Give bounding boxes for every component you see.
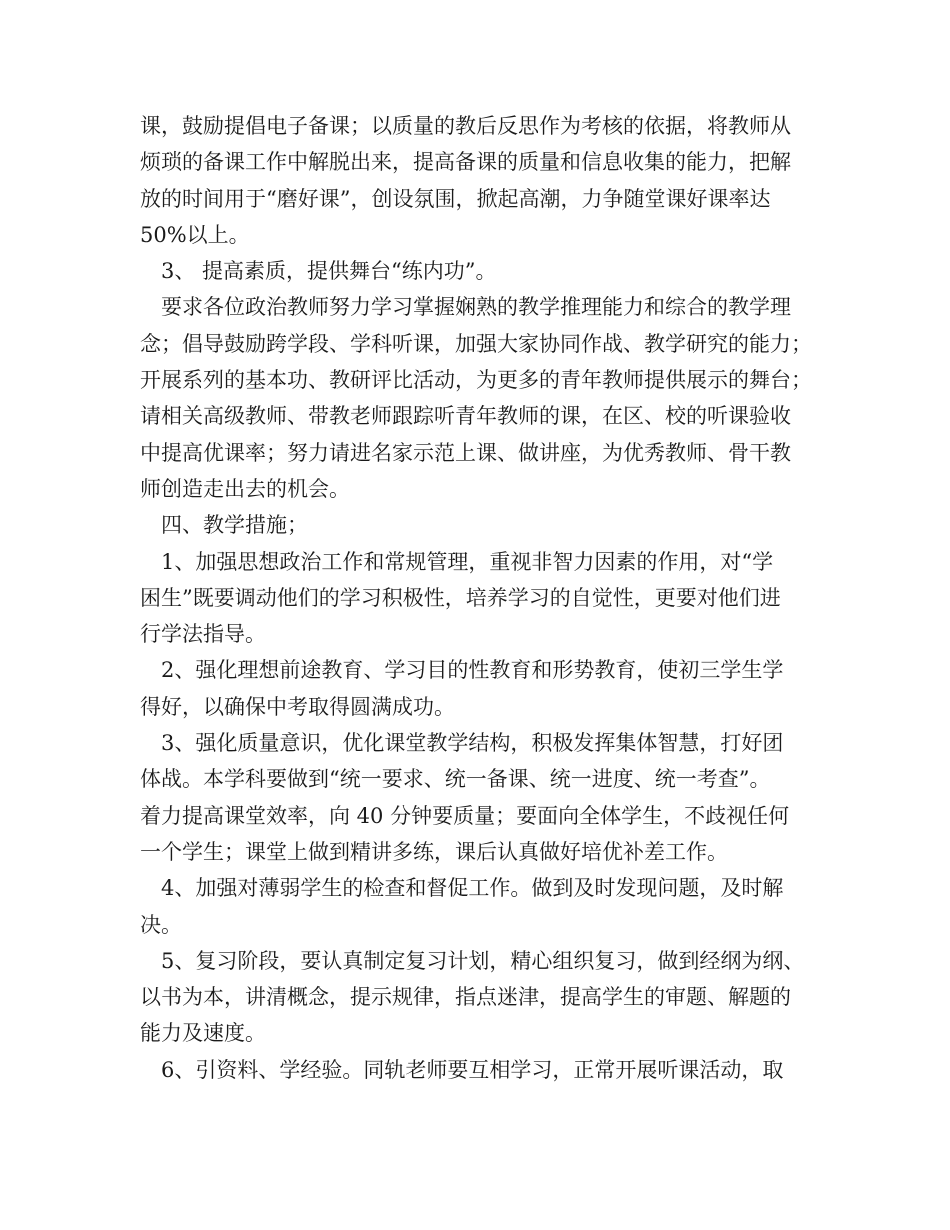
- text-line: 请相关高级教师、带教老师跟踪听青年教师的课，在区、校的听课验收: [140, 404, 791, 429]
- text-line: 3、强化质量意识，优化课堂教学结构，积极发挥集体智慧，打好团: [161, 731, 784, 756]
- text-line: 要求各位政治教师努力学习掌握娴熟的教学推理能力和综合的教学理: [161, 295, 791, 320]
- text-line: 放的时间用于“磨好课”，创设氛围，掀起高潮，力争随堂课好课率达: [140, 186, 771, 211]
- text-line: 得好，以确保中考取得圆满成功。: [140, 694, 455, 719]
- text-line: 6、引资料、学经验。同轨老师要互相学习，正常开展听课活动，取: [161, 1057, 784, 1082]
- text-line: 念；倡导鼓励跨学段、学科听课，加强大家协同作战、教学研究的能力；: [140, 331, 812, 356]
- text-line: 行学法指导。: [140, 622, 266, 647]
- text-line: 2、强化理想前途教育、学习目的性教育和形势教育，使初三学生学: [161, 658, 784, 683]
- text-line: 师创造走出去的机会。: [140, 476, 350, 501]
- document-body: [140, 108, 820, 1088]
- text-line: 一个学生；课堂上做到精讲多练，课后认真做好培优补差工作。: [140, 839, 728, 864]
- text-line: 1、加强思想政治工作和常规管理，重视非智力因素的作用，对“学: [161, 549, 774, 574]
- text-line: 以书为本，讲清概念，提示规律，指点迷津，提高学生的审题、解题的: [140, 985, 791, 1010]
- section-heading: 3、 提高素质，提供舞台“练内功”。: [161, 259, 497, 284]
- text-line: 50%以上。: [140, 222, 250, 247]
- section-heading: 四、教学措施；: [161, 513, 308, 538]
- text-line: 开展系列的基本功、教研评比活动，为更多的青年教师提供展示的舞台；: [140, 368, 812, 393]
- text-line: 中提高优课率；努力请进名家示范上课、做讲座，为优秀教师、骨干教: [140, 440, 791, 465]
- text-line: 课，鼓励提倡电子备课；以质量的教后反思作为考核的依据，将教师从: [140, 114, 791, 138]
- text-line: 4、加强对薄弱学生的检查和督促工作。做到及时发现问题，及时解: [161, 876, 784, 901]
- text-line: 能力及速度。: [140, 1021, 266, 1046]
- text-line: 困生”既要调动他们的学习积极性，培养学习的自觉性，更要对他们进: [140, 585, 781, 610]
- text-line: 体战。本学科要做到“统一要求、统一备课、统一进度、统一考查”。: [140, 767, 771, 792]
- text-line: 5、复习阶段，要认真制定复习计划，精心组织复习，做到经纲为纲、: [161, 948, 805, 973]
- text-line: 烦琐的备课工作中解脱出来，提高备课的质量和信息收集的能力，把解: [140, 150, 791, 175]
- text-line: 决。: [140, 912, 182, 937]
- text-line: 着力提高课堂效率，向 40 分钟要质量；要面向全体学生，不歧视任何: [140, 803, 790, 828]
